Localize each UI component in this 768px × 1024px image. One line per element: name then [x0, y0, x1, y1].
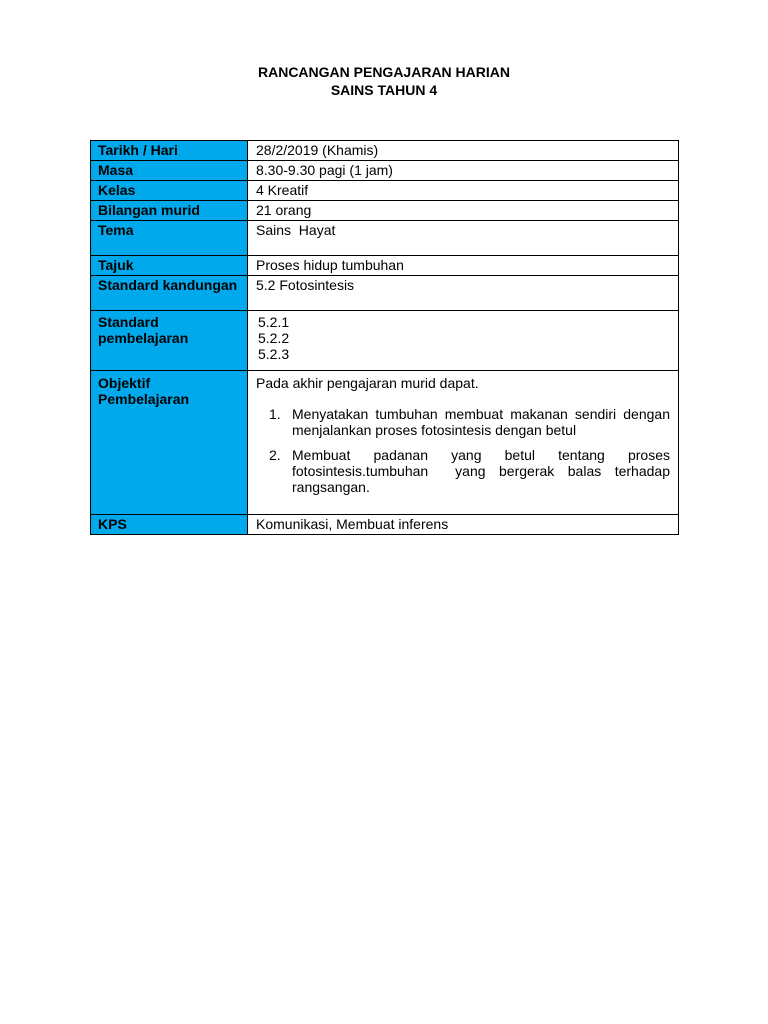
standard-pembelajaran-label-line2: pembelajaran — [98, 330, 189, 346]
standard-pembelajaran-code: 5.2.3 — [258, 346, 290, 362]
objektif-intro: Pada akhir pengajaran murid dapat. — [256, 375, 479, 391]
standard-kandungan-value: 5.2 Fotosintesis — [248, 276, 679, 311]
kelas-value: 4 Kreatif — [248, 181, 679, 201]
list-item — [256, 406, 670, 438]
table-row — [91, 161, 679, 181]
masa-value: 8.30-9.30 pagi (1 jam) — [248, 161, 679, 181]
kelas-label: Kelas — [91, 181, 248, 201]
objektif-value — [248, 371, 679, 515]
objektif-label-line1: Objektif — [98, 375, 151, 391]
table-row — [91, 515, 679, 535]
tema-label: Tema — [91, 221, 248, 256]
standard-pembelajaran-code: 5.2.1 — [258, 314, 290, 330]
table-row — [91, 256, 679, 276]
table-row — [91, 371, 679, 515]
document-title: RANCANGAN PENGAJARAN HARIAN — [257, 64, 510, 80]
objektif-label — [91, 371, 248, 515]
standard-pembelajaran-label — [91, 311, 248, 371]
list-item — [256, 447, 674, 495]
tajuk-label: Tajuk — [91, 256, 248, 276]
table-row — [91, 201, 679, 221]
tajuk-value: Proses hidup tumbuhan — [248, 256, 679, 276]
standard-pembelajaran-value — [248, 311, 679, 371]
objektif-label-line2: Pembelajaran — [98, 391, 190, 407]
bilangan-murid-value: 21 orang — [248, 201, 679, 221]
table-row — [91, 221, 679, 256]
table-row — [91, 181, 679, 201]
objektif-list — [256, 406, 674, 495]
lesson-plan-table — [90, 140, 679, 535]
masa-label: Masa — [91, 161, 248, 181]
tarikh-value: 28/2/2019 (Khamis) — [248, 141, 679, 161]
kps-value: Komunikasi, Membuat inferens — [248, 515, 679, 535]
list-item-number: 1. — [269, 406, 281, 422]
tarikh-label: Tarikh / Hari — [91, 141, 248, 161]
table-row — [91, 141, 679, 161]
standard-kandungan-label: Standard kandungan — [91, 276, 248, 311]
list-item-text: Menyatakan tumbuhan membuat makanan sendiri dengan menjalankan proses fotosintesis dengan betul — [292, 406, 670, 438]
kps-label: KPS — [91, 515, 248, 535]
list-item-text: Membuat padanan yang betul tentang proses fotosintesis.tumbuhan yang bergerak balas terhadap rangsangan. — [292, 447, 674, 495]
table-row — [91, 311, 679, 371]
document-subtitle: SAINS TAHUN 4 — [330, 82, 438, 98]
standard-pembelajaran-code: 5.2.2 — [258, 330, 290, 346]
list-item-number: 2. — [269, 447, 281, 463]
tema-value: Sains Hayat — [248, 221, 679, 256]
bilangan-murid-label: Bilangan murid — [91, 201, 248, 221]
table-row — [91, 276, 679, 311]
standard-pembelajaran-label-line1: Standard — [98, 314, 159, 330]
